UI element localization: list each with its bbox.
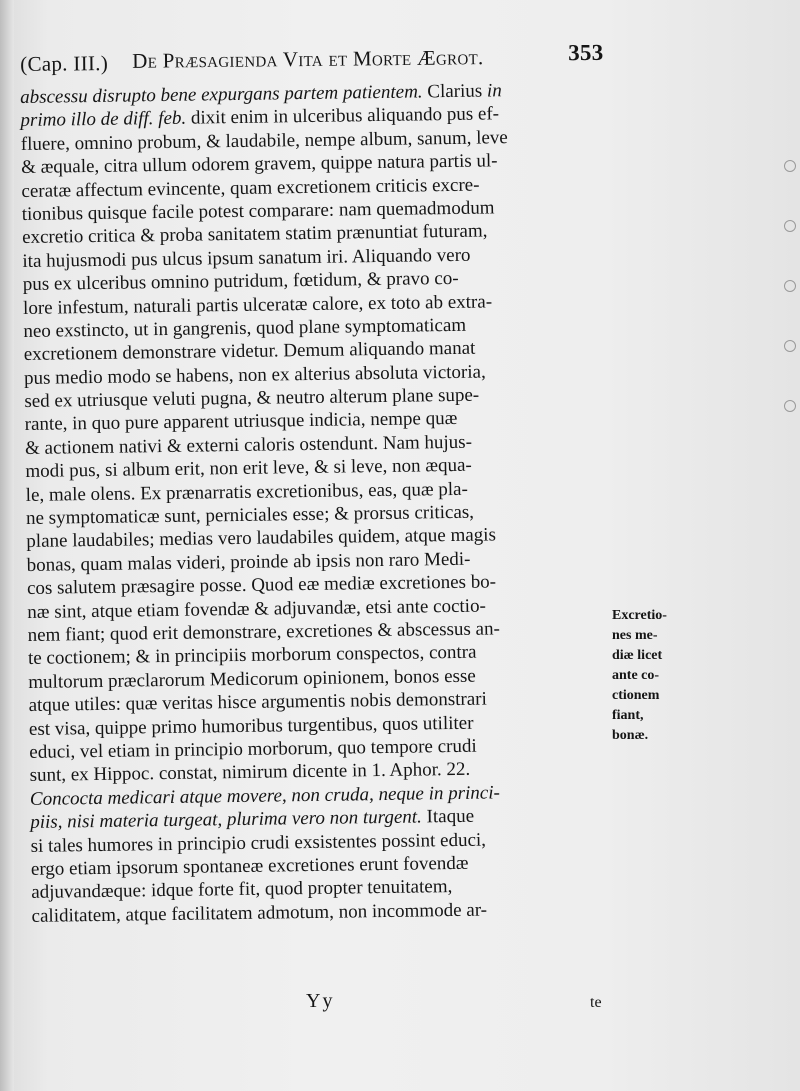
text-segment: educi, vel etiam in principio morborum, quo tempore crudi [29,735,477,763]
page-footer [20,990,620,1020]
margin-note-line: bonæ. [612,728,649,743]
catchword: te [590,994,602,1011]
body-text [20,78,638,928]
margin-note-line: ctionem [612,688,660,703]
text-segment: primo illo de diff. feb. [20,108,187,132]
ornament-dot [784,280,796,292]
text-segment: lore infestum, naturali partis ulceratæ calore, ex toto ab extra- [22,290,493,319]
text-segment: in [486,80,502,102]
text-segment: & actionem nativi & externi caloris ostendunt. Nam hujus- [24,431,473,459]
text-segment: te coctionem; & in principiis morborum conspectos, contra [27,642,477,670]
text-segment: rante, in quo pure apparent utriusque indicia, nempe quæ [24,408,458,436]
text-segment: adjuvandæque: idque forte fit, quod propter tenuitatem, [31,876,453,904]
margin-note-line: nes me- [612,628,658,643]
text-segment: multorum præclarorum Medicorum opinionem, bonos esse [28,665,476,693]
text-segment: excretio critica & proba sanitatem statim prænuntiat futuram, [21,220,488,249]
margin-note-line: Excretio- [612,608,667,623]
text-segment: tionibus quisque facile potest comparare: nam quemadmodum [21,197,495,225]
text-segment: sunt, ex Hippoc. constat, nimirum dicente in 1. Aphor. 22. [29,759,471,787]
text-segment: plane laudabiles; medias vero laudabiles quidem, atque magis [26,524,497,553]
text-segment: Itaque [421,805,475,828]
chapter-label: (Cap. III.) [20,51,109,76]
text-segment: bonas, quam malas videri, proinde ab ipsis non raro Medi- [26,548,471,576]
page-gutter [0,0,14,1091]
text-segment: caliditatem, atque facilitatem admotum, non incommode ar- [31,899,488,927]
text-segment: excretionem demonstrare videtur. Demum aliquando manat [23,337,476,366]
margin-note-line: ante co- [612,668,660,683]
signature-mark: Yy [306,990,335,1012]
text-segment: næ sint, atque etiam fovendæ & adjuvandæ, etsi ante coctio- [27,595,486,623]
text-segment: ergo etiam ipsorum spontaneæ excretiones erunt fovendæ [30,852,469,880]
text-segment: neo exstincto, ut in gangrenis, quod plane symptomaticam [23,314,467,342]
margin-note-line: fiant, [612,708,644,723]
text-segment: fluere, omnino probum, & laudabile, nempe album, sanum, leve [20,126,508,155]
text-segment: sed ex utriusque veluti pugna, & neutro alterum plane supe- [24,384,480,413]
text-segment: Clarius [422,80,488,103]
running-title: De Præsagienda Vita et Morte Ægrot. [132,45,484,73]
ornament-dot [784,220,796,232]
ornament-dot [784,340,796,352]
text-segment: le, male olens. Ex prænarratis excretionibus, eas, quæ pla- [25,478,468,506]
text-segment: Concocta medicari atque movere, non cruda, neque in princi- [29,782,501,810]
text-segment: & æquale, citra ullum odorem gravem, quippe natura partis ul- [20,150,498,179]
text-segment: piis, nisi materia turgeat, plurima vero non turgent. [30,806,423,834]
ornament-dot [784,160,796,172]
text-segment: ceratæ affectum evincente, quam excretionem criticis excre- [21,174,480,202]
text-segment: dixit enim in ulceribus aliquando pus ef- [186,103,500,130]
ornament-dot [784,400,796,412]
text-segment: est visa, quippe primo humoribus turgentibus, quos utiliter [28,712,474,740]
text-segment: abscessu disrupto bene expurgans partem patientem. [20,81,423,108]
text-segment: modi pus, si album erit, non erit leve, & si leve, non æqua- [25,454,472,483]
page-number: 353 [567,39,604,66]
text-segment: si tales humores in principio crudi exsistentes possint educi, [30,829,487,857]
margin-note-line: diæ licet [612,648,663,663]
text-segment: atque utiles: quæ veritas hisce argumentis nobis demonstrari [28,688,487,717]
text-segment: cos salutem præsagire posse. Quod eæ mediæ excretiones bo- [26,571,497,600]
text-segment: pus ex ulceribus omnino putridum, fœtidum, & pravo co- [22,268,459,296]
text-segment: nem fiant; quod erit demonstrare, excretiones & abscessus an- [27,618,500,646]
text-segment: ita hujusmodi pus ulcus ipsum sanatum iri. Aliquando vero [22,244,471,272]
text-segment: ne symptomaticæ sunt, perniciales esse; & prorsus criticas, [25,501,475,529]
margin-note [612,606,708,746]
text-segment: pus medio modo se habens, non ex alterius absoluta victoria, [23,361,486,389]
running-head [20,38,620,84]
